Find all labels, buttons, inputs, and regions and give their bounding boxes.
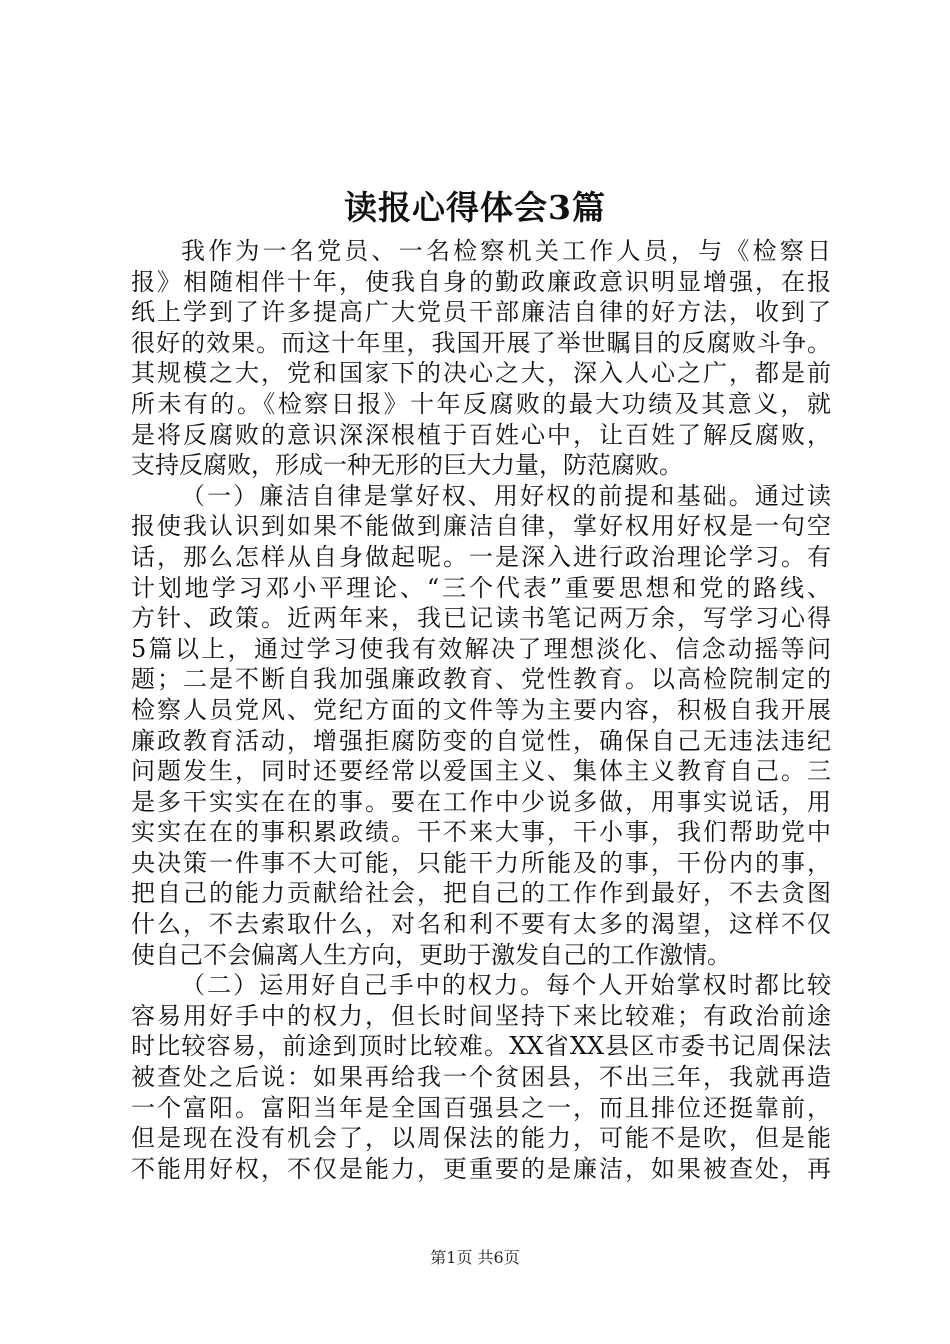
- text-line: 一个富阳。富阳当年是全国百强县之一，而且排位还挺靠前，: [131, 1093, 831, 1122]
- text-line: 廉政教育活动，增强拒腐防变的自觉性，确保自己无违法违纪: [131, 726, 831, 755]
- text-line: 什么，不去索取什么，对名和利不要有太多的渴望，这样不仅: [131, 910, 831, 939]
- text-line: 是多干实实在在的事。要在工作中少说多做，用事实说话，用: [131, 787, 831, 816]
- text-line: 纸上学到了许多提高广大党员干部廉洁自律的好方法，收到了: [131, 298, 831, 327]
- page-footer: 第1页 共6页: [430, 1248, 520, 1267]
- text-line: 很好的效果。而这十年里，我国开展了举世瞩目的反腐败斗争。: [131, 328, 831, 357]
- text-line: 报使我认识到如果不能做到廉洁自律，掌好权用好权是一句空: [131, 512, 831, 541]
- text-line: （一）廉洁自律是掌好权、用好权的前提和基础。通过读: [181, 481, 831, 510]
- text-line: 容易用好手中的权力，但长时间坚持下来比较难；有政治前途: [131, 1001, 831, 1030]
- text-line: 方针、政策。近两年来，我已记读书笔记两万余，写学习心得: [131, 604, 831, 633]
- text-line: 所未有的。《检察日报》十年反腐败的最大功绩及其意义，就: [131, 389, 831, 418]
- text-line: 计划地学习邓小平理论、“三个代表”重要思想和党的路线、: [131, 573, 831, 602]
- text-line: 其规模之大，党和国家下的决心之大，深入人心之广，都是前: [131, 359, 831, 388]
- paragraph: [131, 481, 831, 971]
- text-line: （二）运用好自己手中的权力。每个人开始掌权时都比较: [181, 971, 831, 1000]
- text-line: 问题发生，同时还要经常以爱国主义、集体主义教育自己。三: [131, 757, 831, 786]
- text-line: 报》相随相伴十年，使我自身的勤政廉政意识明显增强，在报: [131, 267, 831, 296]
- text-line: 我作为一名党员、一名检察机关工作人员，与《检察日: [181, 237, 831, 265]
- text-line: 题；二是不断自我加强廉政教育、党性教育。以高检院制定的: [131, 665, 831, 694]
- text-line: 5篇以上，通过学习使我有效解决了理想淡化、信念动摇等问: [131, 634, 831, 663]
- text-line: 话，那么怎样从自身做起呢。一是深入进行政治理论学习。有: [131, 542, 831, 571]
- document-title: 读报心得体会3篇: [344, 188, 606, 227]
- document-body: [131, 236, 831, 1184]
- text-line: 但是现在没有机会了，以周保法的能力，可能不是吹，但是能: [131, 1124, 831, 1153]
- text-line: 检察人员党风、党纪方面的文件等为主要内容，积极自我开展: [131, 695, 831, 724]
- text-line: 使自己不会偏离人生方向，更助于激发自己的工作激情。: [131, 940, 731, 969]
- text-line: 时比较容易，前途到顶时比较难。XX省XX县区市委书记周保法: [131, 1032, 831, 1061]
- text-line: 支持反腐败，形成一种无形的巨大力量，防范腐败。: [131, 451, 683, 480]
- text-line: 不能用好权，不仅是能力，更重要的是廉洁，如果被查处，再: [131, 1154, 831, 1183]
- text-line: 实实在在的事积累政绩。干不来大事，干小事，我们帮助党中: [131, 818, 831, 847]
- text-line: 央决策一件事不大可能，只能干力所能及的事，干份内的事，: [131, 848, 831, 877]
- text-line: 把自己的能力贡献给社会，把自己的工作作到最好，不去贪图: [131, 879, 831, 908]
- paragraph: [131, 970, 831, 1184]
- paragraph: [131, 236, 831, 481]
- text-line: 是将反腐败的意识深深根植于百姓心中，让百姓了解反腐败，: [131, 420, 831, 449]
- text-line: 被查处之后说：如果再给我一个贫困县，不出三年，我就再造: [131, 1063, 831, 1092]
